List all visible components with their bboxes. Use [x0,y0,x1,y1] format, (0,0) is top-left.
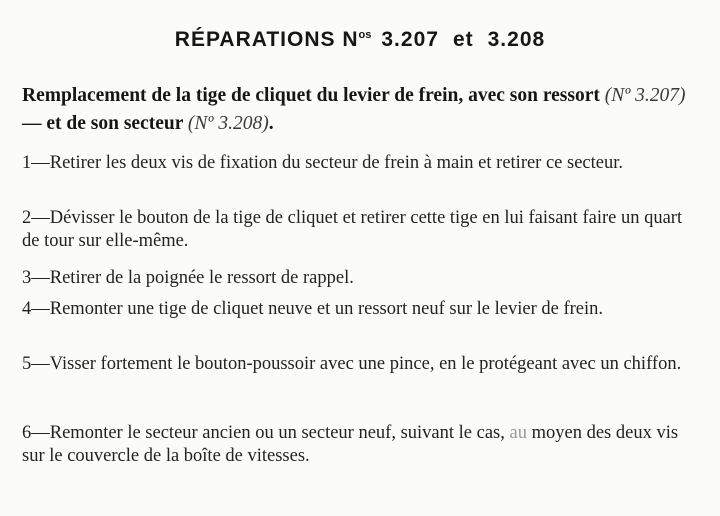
heading-text-2: — et de son secteur [22,113,188,134]
step-6 [22,422,698,468]
step-6-faint-word: au [509,423,527,443]
title-prefix: RÉPARATIONS N [174,28,359,51]
heading-reference-1: (Nº 3.207) [604,85,686,106]
heading-text-3: . [268,113,274,134]
title-superscript: os [358,29,372,41]
title-number-1: 3.207 [381,28,439,51]
title-conjunction: et [452,28,474,51]
heading-text-1: Remplacement de la tige de cliquet du levier de frein, avec son ressort [22,85,605,106]
section-heading [22,82,702,138]
page-title [0,28,720,52]
step-2: 2—Dévisser le bouton de la tige de cliquet et retirer cette tige en lui faisant faire un quart de tour sur elle-même. [22,208,683,251]
step-3: 3—Retirer de la poignée le ressort de rappel. [22,268,354,288]
title-number-2: 3.208 [487,28,546,51]
step-6-text-continued: moyen des deux vis sur le couvercle de la boîte de vitesses. [22,423,679,466]
step-6-text: 6—Remonter le secteur ancien ou un secteur neuf, suivant le cas, [22,423,505,443]
step-1: 1—Retirer les deux vis de fixation du secteur de frein à main et retirer ce secteur. [22,153,624,173]
heading-reference-2: (Nº 3.208) [187,113,269,134]
step-5: 5—Visser fortement le bouton-poussoir avec une pince, en le protégeant avec un chiffon. [22,354,682,374]
step-4: 4—Remonter une tige de cliquet neuve et un ressort neuf sur le levier de frein. [22,299,604,319]
